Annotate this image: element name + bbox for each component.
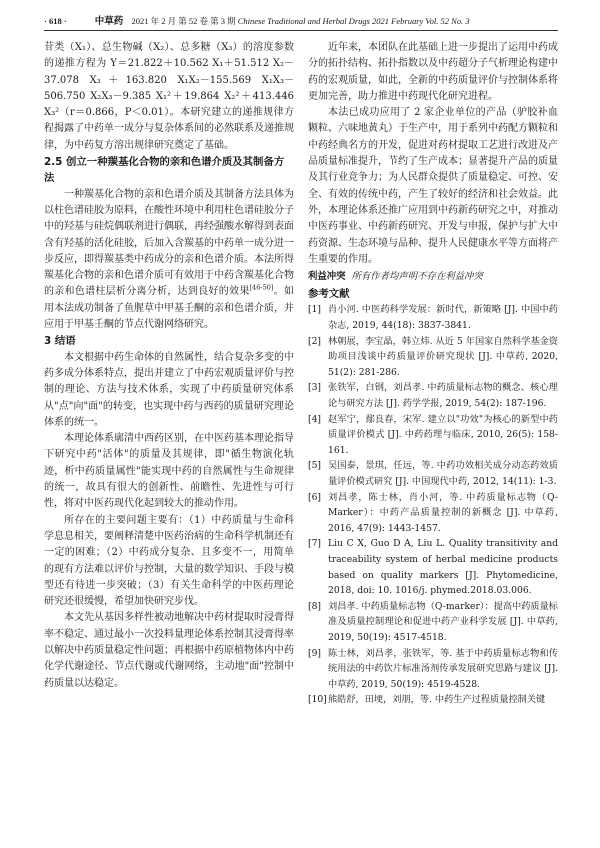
reference-number: [3] bbox=[308, 382, 322, 394]
conflict-of-interest bbox=[308, 269, 558, 285]
paragraph-text-end: 。如用本法成功制备了鱼腥草中甲基壬酮的亲和色谱介质，并应用于甲基壬酮的节点代谢网络研究。 bbox=[44, 286, 294, 331]
reference-item bbox=[308, 412, 558, 459]
reference-number: [8] bbox=[308, 600, 322, 612]
paragraph-text: 一种羰基化合物的亲和色谱介质及其制备方法具体为以柱色谱硅胶为原料，在酸性环境中利用柱色谱硅胶分子中的羟基与硅烷偶联剂进行偶联，再经强酸水解得到表面含有羟基的活化硅胶，后加入含羰基的中药单一成分进一步反应，即得羰基类中药成分的亲和色谱介质。本法所得羰基化合物的亲和色谱介质可有效用于中药含羰基化合物的亲和色谱柱层析分离分析，达到良好的效果 bbox=[44, 188, 294, 298]
reference-item bbox=[308, 458, 558, 489]
section-heading-3: 3 结语 bbox=[44, 335, 76, 348]
reference-text: 刘昌孝. 中药质量标志物（Q-marker）：提高中药质量标准及质量控制理论和促进中药产业科学发展 [J]. 中草药, 2019, 50(19): 4517-4518. bbox=[328, 600, 558, 643]
paragraph-application: 本法已成功应用了 2 家企业单位的产品（驴胶补血颗粒、六味地黄丸）于生产中，用于系列中药配方颗粒和中药经典名方的开发，促进对药材提取工艺进行改进及产品质量标准提升，节约了生产成本；显著提升产品的质量及其行业竞争力；为人民群众提供了质量稳定、可控、安全、有效的传统中药，产生了较好的经济和社会效益。此外，本理论体系还推广应用到中药新药研究之中，对推动中医药事业、中药新药研究、开发与申报，保护与扩大中药资源、生态环境与品种、提升人民健康水平等方面将产生重要的作用。 bbox=[308, 107, 558, 265]
reference-text: Liu C X, Guo D A, Liu L. Quality transitivity and traceability system of herbal medicine products based on quality markers [J]. Phytomedicine, 2018, doi: 10. 1016/j. phymed.2018.03.006. bbox=[328, 538, 558, 597]
reference-text: 吴国泰，景琪，任远，等. 中药功效相关成分动态药效质量评价模式研究 [J]. 中国现代中药, 2012, 14(11): 1-3. bbox=[328, 460, 558, 487]
conflict-text: 所有作者均声明不存在利益冲突 bbox=[351, 271, 483, 283]
page-header bbox=[44, 14, 558, 28]
reference-text: 肖小河. 中医药科学发展：新时代，新策略 [J]. 中国中药杂志, 2019, 44(18): 3837-3841. bbox=[328, 304, 558, 332]
issue-info-cn: 2021 年 2 月 第 52 卷 第 3 期 bbox=[131, 16, 236, 26]
paragraph-summary: 本文先从基因多样性被动地解决中药材提取时浸膏得率不稳定、通过最小一次投料量理论体系控制其浸膏得率以解决中药质量稳定性问题；再根据中药原植物体内中药化学代谢途径、节点代谢或代谢网络，主动地"面"控制中药质量以达稳定。 bbox=[44, 612, 294, 689]
reference-number: [6] bbox=[308, 491, 322, 503]
paragraph-equation: 苷类（X₁）、总生物碱（X₂）、总多糖（X₃）的溶度参数的递推方程为 Y＝21.822＋10.562 X₁＋51.512 X₂－37.078 X₃＋163.820 X₁X₂－155.569 X₁X₃－506.750 X₂X₃－9.385 X₁²＋19.864 X₂²＋413.446 X₃²（r＝0.866，P＜0.01）。本研究建立的递推规律方程揭露了中药单一成分与复杂体系间的必然联系及递推规律，为中药复方溶出规律研究奠定了基础。 bbox=[44, 42, 294, 151]
reference-number: [10] bbox=[308, 694, 327, 706]
reference-item bbox=[308, 536, 558, 598]
paragraph-conclusion-1: 本文根据中药生命体的自然属性，结合复杂多变的中药多成分体系特点，提出并建立了中药宏观质量评价与控制的理论、方法与技术体系，实现了中药质量研究体系从"点"向"面"的转变，也实现中药与西药的质量研究理论体系的统一。 bbox=[44, 351, 294, 428]
reference-text: 熊皓舒，田埂，刘朋，等. 中药生产过程质量控制关键 bbox=[328, 694, 546, 706]
reference-item bbox=[308, 599, 558, 646]
reference-text: 赵军宁，鄢良春，宋军. 建立以"功效"为核心的新型中药质量评价模式 [J]. 中药药理与临床, 2010, 26(5): 158-161. bbox=[328, 413, 558, 456]
reference-number: [1] bbox=[308, 304, 322, 316]
paragraph-problems: 所存在的主要问题主要有：（1）中药质量与生命科学息息相关，要阐释清楚中医药治病的生命科学机制还有一定的困难；（2）中药成分复杂、且多变不一，用简单的现有方法难以评价与控制，大量的数学知识、手段与模型还有待进一步突破；（3）有关生命科学的中医药理论研究还很缓慢，希望加快研究步伐。 bbox=[44, 514, 294, 608]
reference-item bbox=[308, 334, 558, 381]
reference-text: 林朝展，李宝晶，韩立炜. 从近 5 年国家自然科学基金资助项目浅谈中药质量评价研究现状 [J]. 中草药, 2020, 51(2): 281-286. bbox=[328, 335, 558, 378]
reference-item bbox=[308, 490, 558, 537]
journal-name-cn: 中草药 bbox=[94, 17, 124, 27]
reference-number: [9] bbox=[308, 647, 322, 659]
reference-text: 刘昌孝，陈士林，肖小河，等. 中药质量标志物（Q-Marker）：中药产品质量控制的新概念 [J]. 中草药, 2016, 47(9): 1443-1457. bbox=[328, 491, 558, 534]
header-rule bbox=[44, 30, 558, 31]
reference-number: [5] bbox=[308, 460, 322, 472]
right-column bbox=[308, 40, 558, 708]
references-title: 参考文献 bbox=[308, 288, 350, 301]
page-number: · 618 · bbox=[44, 16, 67, 26]
reference-number: [4] bbox=[308, 413, 322, 425]
reference-text: 陈士林，刘昌孝，张铁军，等. 基于中药质量标志物和传统用法的中药饮片标准汤剂传承发展研究思路与建议 [J]. 中草药, 2019, 50(19): 4519-4528. bbox=[328, 647, 558, 690]
conflict-label: 利益冲突 bbox=[308, 271, 346, 283]
reference-list bbox=[308, 302, 558, 707]
reference-item bbox=[308, 692, 558, 708]
reference-number: [7] bbox=[308, 538, 322, 550]
paragraph-conclusion-2: 本理论体系廓清中西药区别，在中医药基本理论指导下研究中药"活体"的质量及其规律，即"循生物演化轨迹，析中药质量属性"能实现中药的自然属性与生命规律的统一，故具有很大的创新性、前瞻性、先进性与可行性，将对中医药现代化起到较大的推动作用。 bbox=[44, 433, 294, 510]
section-heading-2-5: 2.5 创立一种羰基化合物的亲和色谱介质及其制备方法 bbox=[44, 156, 285, 185]
left-column bbox=[44, 40, 294, 692]
reference-text: 张铁军，白钢，刘昌孝. 中药质量标志物的概念、核心理论与研究方法 [J]. 药学学报, 2019, 54(2): 187-196. bbox=[328, 382, 558, 410]
paragraph-affinity-method bbox=[44, 187, 294, 334]
reference-item bbox=[308, 302, 558, 333]
journal-name-en: Chinese Traditional and Herbal Drugs 2021 February Vol. 52 No. 3 bbox=[237, 16, 470, 26]
paragraph-team-work: 近年来，本团队在此基础上进一步提出了运用中药成分的拓扑结构、拓扑指数以及中药超分子气析理论构建中药的宏观质量，如此，全新的中药质量评价与控制体系将更加完善，助力推进中药现代化研究进程。 bbox=[308, 42, 558, 102]
reference-item bbox=[308, 380, 558, 411]
reference-item bbox=[308, 646, 558, 693]
reference-number: [2] bbox=[308, 335, 322, 347]
citation-marker: [46-50] bbox=[249, 284, 274, 293]
